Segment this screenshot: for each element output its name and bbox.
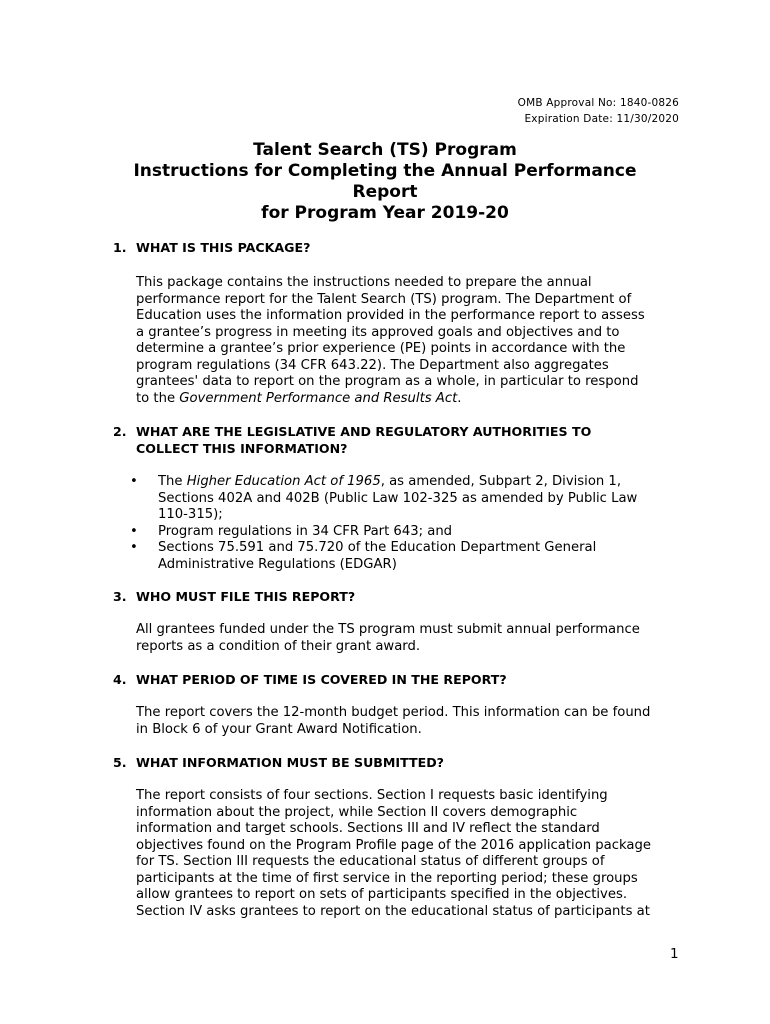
body-line: allow grantees to report on sets of participants specified in the objectives. — [136, 887, 628, 902]
section-heading-text — [136, 424, 673, 457]
title-line: Report — [352, 182, 418, 202]
section-1-body — [136, 275, 681, 407]
section-5-body — [136, 788, 681, 920]
body-line-suffix: . — [457, 390, 462, 406]
body-line: reports as a condition of their grant award. — [136, 638, 421, 654]
body-line: information and target schools. Sections III and IV reflect the standard — [136, 821, 600, 836]
section-number: 2. — [113, 424, 127, 439]
body-line: This package contains the instructions needed to prepare the annual — [136, 275, 592, 290]
body-line: program regulations (34 CFR 643.22). The Department also aggregates — [136, 357, 609, 373]
section-heading-text: WHAT PERIOD OF TIME IS COVERED IN THE REPORT? — [136, 672, 507, 687]
body-line: All grantees funded under the TS program must submit annual performance — [136, 622, 640, 637]
title-line: for Program Year 2019-20 — [261, 203, 509, 223]
section-3-heading — [113, 589, 673, 606]
body-line: Section IV asks grantees to report on the educational status of participants at — [136, 903, 650, 919]
omb-expiration-date: Expiration Date: 11/30/2020 — [524, 113, 679, 125]
document-title — [0, 140, 770, 224]
heading-line: COLLECT THIS INFORMATION? — [136, 440, 348, 456]
bullet-text: Administrative Regulations (EDGAR) — [158, 556, 397, 572]
section-4-body — [136, 705, 681, 738]
body-line: The report covers the 12-month budget period. This information can be found — [136, 705, 651, 720]
list-item — [130, 540, 690, 573]
section-heading-text: WHAT INFORMATION MUST BE SUBMITTED? — [136, 755, 444, 770]
body-line: objectives found on the Program Profile page of the 2016 application package — [136, 837, 651, 853]
section-number: 1. — [113, 240, 127, 255]
body-line: determine a grantee’s prior experience (PE) points in accordance with the — [136, 341, 626, 356]
title-line: Instructions for Completing the Annual Performance — [133, 161, 637, 181]
body-line: in Block 6 of your Grant Award Notification. — [136, 721, 422, 737]
bullet-icon: • — [130, 540, 138, 555]
bullet-text: 110-315); — [158, 507, 223, 522]
body-line: a grantee’s progress in meeting its approved goals and objectives and to — [136, 324, 620, 340]
body-line: The report consists of four sections. Section I requests basic identifying — [136, 788, 608, 803]
bullet-icon: • — [130, 523, 138, 539]
section-number: 4. — [113, 672, 127, 687]
section-2-heading — [113, 424, 673, 457]
omb-approval-number: OMB Approval No: 1840-0826 — [517, 97, 679, 109]
body-line-prefix: to the — [136, 390, 180, 406]
section-3-body — [136, 622, 681, 655]
body-line: for TS. Section III requests the educational status of different groups of — [136, 854, 605, 869]
body-line: participants at the time of first service in the reporting period; these groups — [136, 870, 638, 886]
bullet-text: Sections 402A and 402B (Public Law 102-325 as amended by Public Law — [158, 490, 638, 506]
omb-block — [518, 95, 679, 127]
page-number: 1 — [670, 946, 679, 962]
section-heading-text: WHAT IS THIS PACKAGE? — [136, 240, 311, 255]
section-number: 3. — [113, 589, 127, 604]
title-line: Talent Search (TS) Program — [253, 140, 517, 160]
bullet-prefix: The — [158, 474, 187, 489]
section-4-heading — [113, 672, 673, 689]
section-1-heading — [113, 240, 673, 257]
list-item — [130, 474, 690, 524]
authorities-list — [130, 474, 690, 573]
hea-title: Higher Education Act of 1965 — [186, 474, 381, 489]
bullet-text: Program regulations in 34 CFR Part 643; and — [158, 523, 453, 539]
section-heading-text: WHO MUST FILE THIS REPORT? — [136, 589, 356, 604]
bullet-text: , as amended, Subpart 2, Division 1, — [380, 474, 622, 489]
body-line: performance report for the Talent Search (TS) program. The Department of — [136, 291, 632, 307]
section-number: 5. — [113, 755, 127, 770]
body-line: information about the project, while Section II covers demographic — [136, 804, 578, 820]
body-line: Education uses the information provided in the performance report to assess — [136, 308, 645, 323]
section-5-heading — [113, 755, 673, 772]
gpra-title: Government Performance and Results Act — [179, 390, 458, 406]
body-line: grantees' data to report on the program as a whole, in particular to respond — [136, 374, 639, 389]
bullet-icon: • — [130, 474, 138, 489]
heading-line: WHAT ARE THE LEGISLATIVE AND REGULATORY AUTHORITIES TO — [136, 424, 592, 439]
list-item — [130, 524, 690, 541]
bullet-text: Sections 75.591 and 75.720 of the Education Department General — [158, 540, 597, 555]
